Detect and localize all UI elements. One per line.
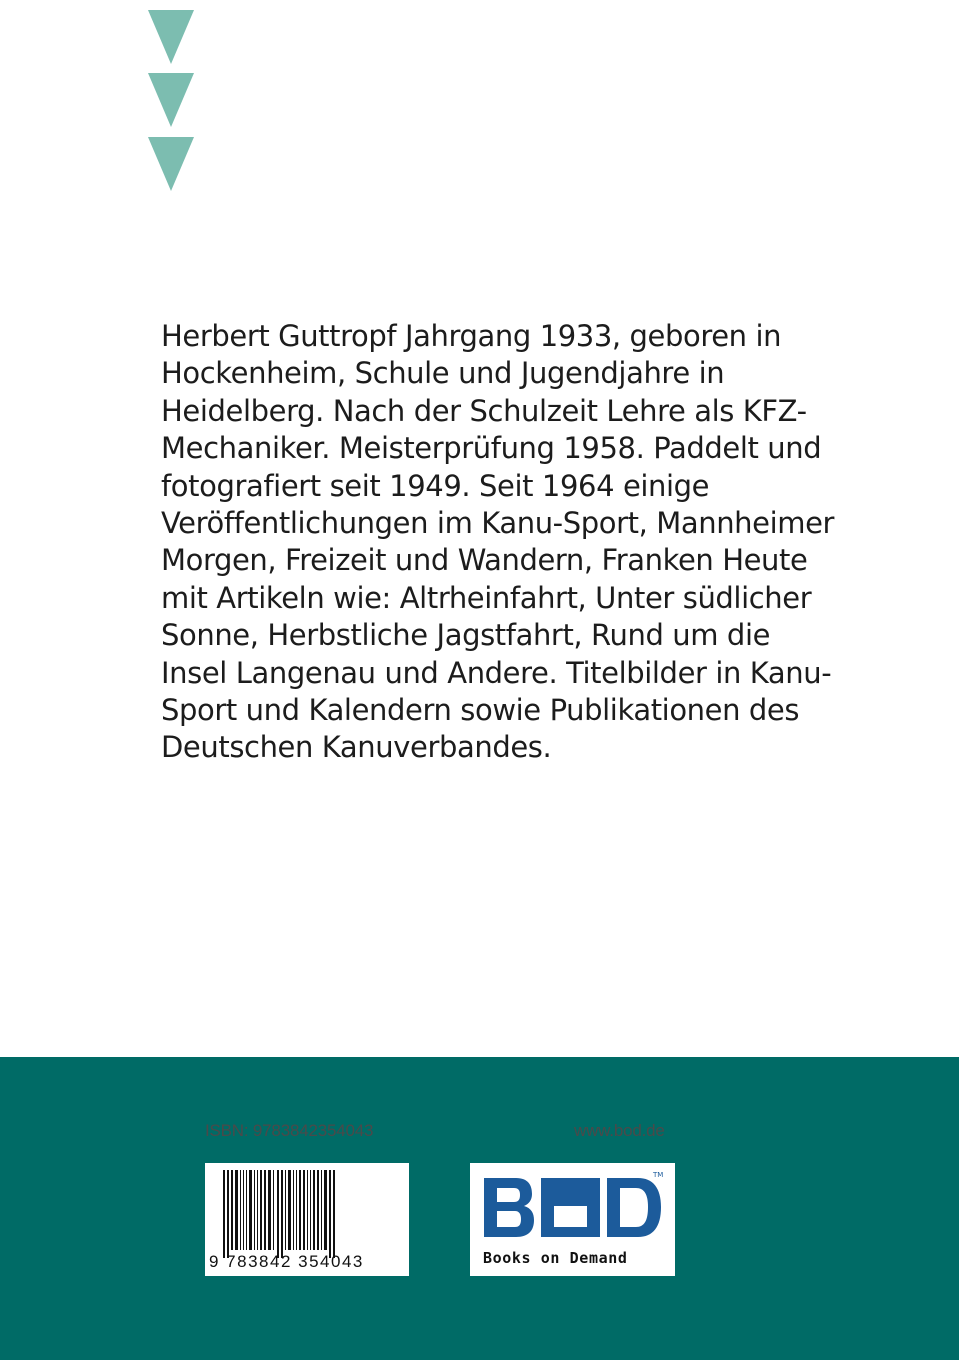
isbn-label: ISBN: 9783842354043 [205, 1121, 374, 1140]
bio-line: mit Artikeln wie: Altrheinfahrt, Unter südlicher [161, 580, 812, 615]
bio-line: Heidelberg. Nach der Schulzeit Lehre als KFZ- [161, 393, 807, 428]
trademark-mark: TM [653, 1171, 664, 1179]
bio-line: Hockenheim, Schule und Jugendjahre in [161, 356, 725, 391]
barcode-bar [317, 1170, 319, 1250]
barcode-bar [235, 1170, 238, 1250]
barcode-bar [273, 1170, 274, 1250]
barcode-bar [321, 1170, 322, 1250]
barcode-bar [303, 1170, 305, 1250]
barcode-bar [243, 1170, 244, 1250]
barcode-bar [313, 1170, 315, 1250]
barcode-bar [260, 1170, 262, 1250]
barcode-bar [288, 1170, 291, 1250]
barcode-bar [310, 1170, 311, 1250]
bio-line: Herbert Guttropf Jahrgang 1933, geboren in [161, 319, 782, 353]
barcode-bar [246, 1170, 247, 1250]
barcode-bar [293, 1170, 294, 1250]
barcode-digits: 9 783842 354043 [209, 1252, 364, 1271]
barcode-bar [254, 1170, 255, 1250]
triangle-down-icon [148, 137, 194, 191]
bio-line: Mechaniker. Meisterprüfung 1958. Paddelt und [161, 431, 822, 466]
bio-line: Insel Langenau und Andere. Titelbilder in Kanu- [161, 655, 832, 690]
isbn-barcode [205, 1163, 409, 1276]
bio-line: Sonne, Herbstliche Jagstfahrt, Rund um die [161, 618, 771, 653]
barcode-bar [296, 1170, 297, 1250]
bio-line: Deutschen Kanuverbandes. [161, 730, 552, 765]
barcode-bar [329, 1170, 331, 1258]
barcode-bar [277, 1170, 279, 1258]
barcode-bar [264, 1170, 266, 1250]
bio-line: Morgen, Freizeit und Wandern, Franken Heute [161, 543, 808, 578]
barcode-bar [268, 1170, 271, 1250]
triangle-down-icon [148, 73, 194, 127]
barcode-bar [285, 1170, 286, 1250]
publisher-url: www.bod.de [574, 1121, 665, 1140]
barcode-bar [223, 1170, 225, 1258]
triangle-down-icon [148, 10, 194, 64]
bio-line: Veröffentlichungen im Kanu-Sport, Mannheimer [161, 506, 835, 541]
barcode-bar [257, 1170, 258, 1250]
author-biography [161, 318, 835, 767]
publisher-logo [470, 1163, 675, 1276]
bio-line: Sport und Kalendern sowie Publikationen des [161, 693, 800, 728]
barcode-bar [333, 1170, 335, 1258]
barcode-bar [240, 1170, 241, 1250]
barcode-bar [227, 1170, 229, 1258]
publisher-tagline: Books on Demand [483, 1249, 628, 1267]
barcode-bar [281, 1170, 283, 1258]
barcode-bar [299, 1170, 301, 1250]
decorative-triangles [148, 10, 194, 192]
barcode-bar [307, 1170, 308, 1250]
bio-line: fotografiert seit 1949. Seit 1964 einige [161, 468, 710, 503]
barcode-bar [231, 1170, 233, 1250]
barcode-bar [324, 1170, 327, 1250]
barcode-bar [249, 1170, 252, 1250]
